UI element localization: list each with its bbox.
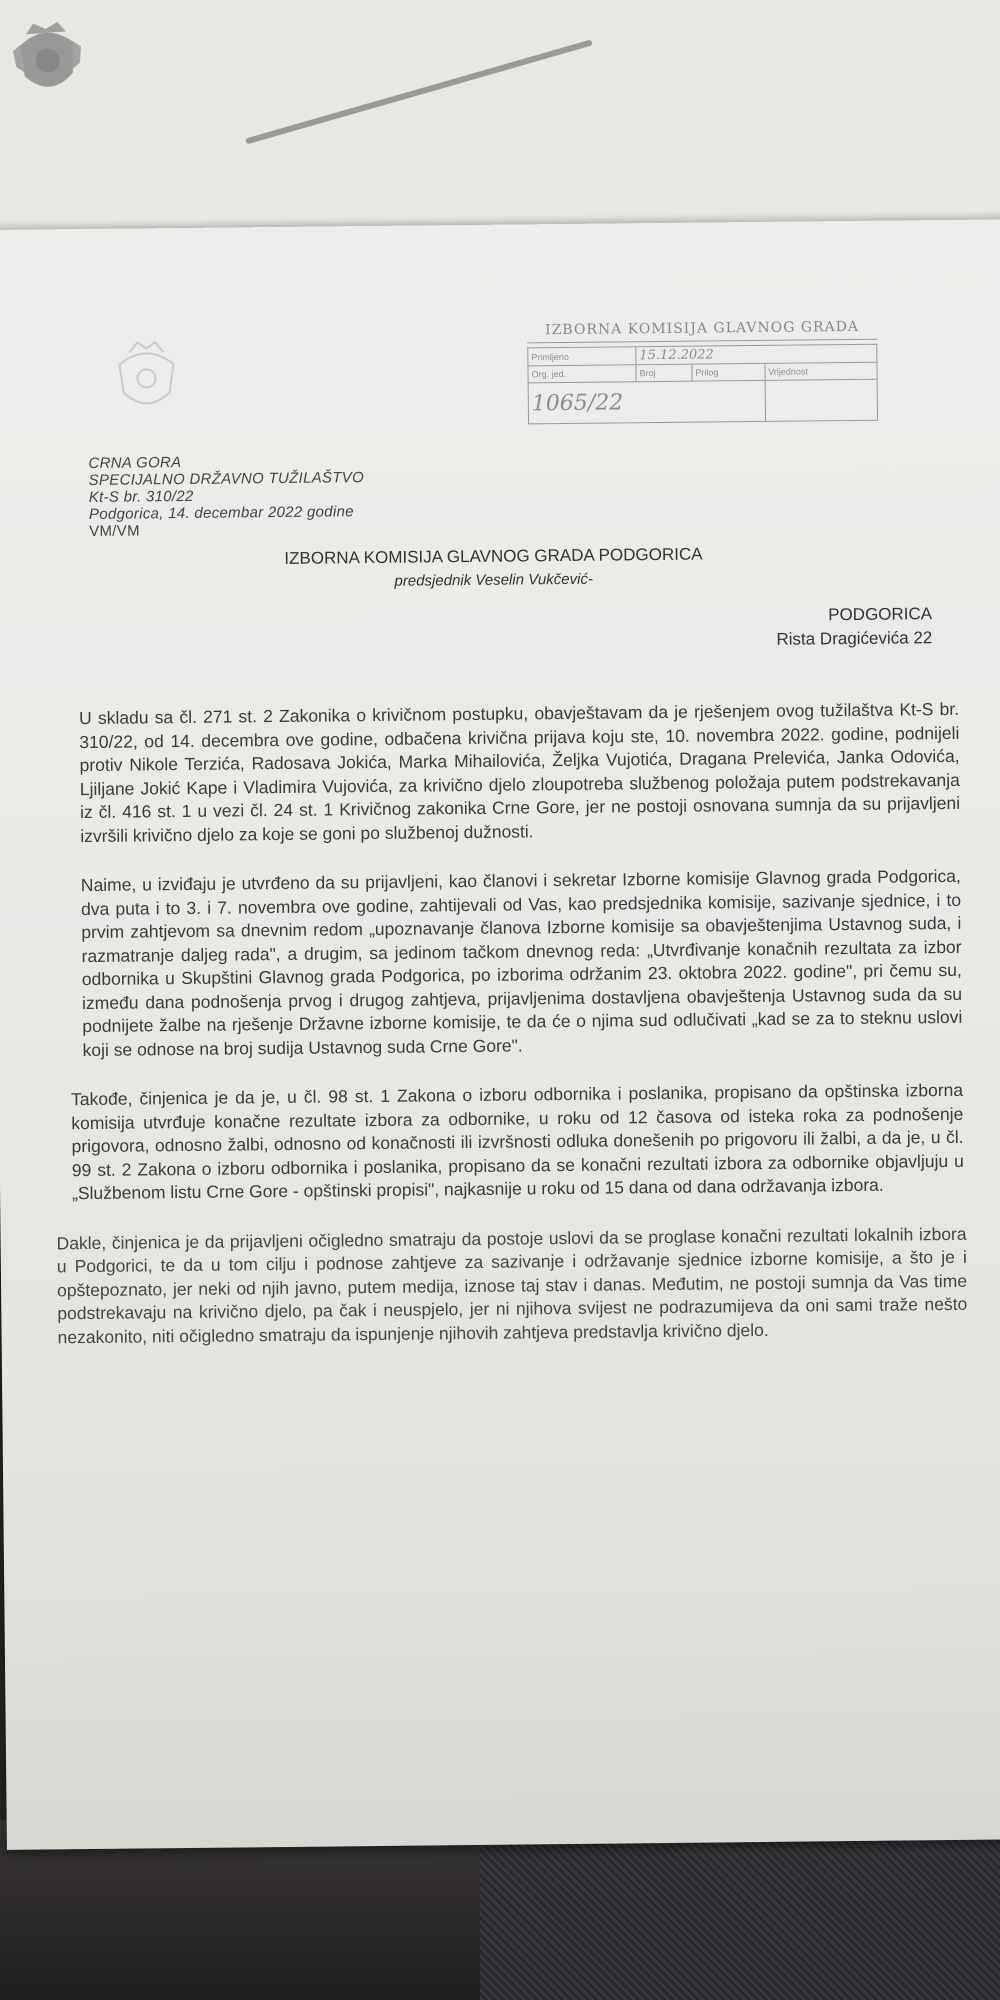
stamp-cell: Org. jed. xyxy=(528,365,636,383)
registry-stamp xyxy=(527,319,878,438)
stamp-table xyxy=(527,344,878,425)
background-fabric xyxy=(480,1830,1000,2000)
paragraph-3: Takođe, činjenica je da je, u čl. 98 st. 1 Zakona o izboru odbornika i poslanika, propisano da opštinska izborna komisija utvrđuje konačne rezultate izbora za odbornike, u roku od 12 časova od isteka roka za podnošenje prigovora, odnosno žalbi, odnosno od konačnosti ili izvršnosti odluka donešenih po prigovoru ili žalbi, a da je, u čl. 99 st. 2 Zakona o izboru odbornika i poslanika, propisano da se konačni rezultati izbora za odbornike objavljuju u „Službenom listu Crne Gore - opštinski propisi", najkasnije u roku od 15 dana od dana održavanja izbora. xyxy=(71,1079,964,1204)
address-street: Rista Dragićevića 22 xyxy=(776,628,933,649)
stamp-cell: Vrijednost xyxy=(765,362,878,380)
stamp-cell: Broj xyxy=(636,364,692,382)
address-city: PODGORICA xyxy=(828,604,933,625)
place-date: Podgorica, 14. decembar 2022 godine xyxy=(88,503,354,523)
case-number: Kt-S br. 310/22 xyxy=(88,487,194,506)
office: SPECIJALNO DRŽAVNO TUŽILAŠTVO xyxy=(88,469,365,489)
paragraph-1: U skladu sa čl. 271 st. 2 Zakonika o krivičnom postupku, obavještavam da je rješenjem ovog tužilaštva Kt-S br. 310/22, od 14. decembra ove godine, odbačena krivična prijava koju ste, 10. novembra 2022. godine, podnijeli protiv Nikole Terzića, Radosava Jokića, Marka Mihailovića, Željka Vujotića, Dragana Prelevića, Janka Odovića, Ljiljane Jokić Kape i Vladimira Vujovića, za krivično djelo zloupotreba službenog položaja putem podstrekavanja iz čl. 416 st. 1 u vezi čl. 24 st. 1 Krivičnog zakonika Crne Gore, jer ne postoji osnovana sumnja da su prijavljeni izvršili krivično djelo za koje se goni po službenoj dužnosti. xyxy=(79,698,961,846)
coat-of-arms-icon xyxy=(7,12,89,105)
letter-page xyxy=(0,219,1000,1850)
stamp-cell: Prilog xyxy=(692,363,765,381)
stamp-title: IZBORNA KOMISIJA GLAVNOG GRADA xyxy=(527,319,877,344)
pen-shadow xyxy=(245,39,593,144)
recipient-person: predsjednik Veselin Vukčević- xyxy=(394,570,593,590)
initials: VM/VM xyxy=(89,522,140,540)
stamp-handwritten-date: 15.12.2022 xyxy=(636,344,877,365)
stamp-cell: Primljeno xyxy=(528,347,636,366)
recipient-address xyxy=(776,602,932,652)
paragraph-4: Dakle, činjenica je da prijavljeni očigledno smatraju da postoje uslovi da se proglase konačni rezultati lokalnih izbora u Podgorici, te da u tom cilju i podnose zahtjeve za sazivanje i održavanje sjednice izborne komisije, a što je i opštepoznato, jer neki od njih javno, putem medija, iznose taj stav i danas. Međutim, ne postoji sumnja da Vas time podstrekavaju na krivično djelo, pa čak i neuspjelo, jer ni njihova svijest ne podrazumijeva da oni sami traže nešto nezakonito, niti očigledno smatraju da ispunjenje njihovih zahtjeva predstavlja krivično djelo. xyxy=(56,1223,968,1347)
recipient-name: IZBORNA KOMISIJA GLAVNOG GRADA PODGORICA xyxy=(284,544,703,568)
letter-header xyxy=(88,452,364,540)
paragraph-2: Naime, u izviđaju je utvrđeno da su prijavljeni, kao članovi i sekretar Izborne komisije Glavnog grada Podgorica, dva puta i to 3. i 7. novembra ove godine, zahtijevali od Vas, kao predsjednika komisije, sazivanje sjednice, i to prvim zahtjevom sa dnevnim redom „upoznavanje članova Izborne komisije sa obavještenjima Ustavnog suda, i razmatranje daljeg rada", a drugim, sa jedinom tačkom dnevnog reda: „Utvrđivanje konačnih rezultata za izbor odbornika u Skupštini Glavnog grada Podgorica, po izborima održanim 23. oktobra 2022. godine", pri čemu su, između dana podnošenja prvog i drugog zahtjeva, prijavljenima dostavljena obavještenja Ustavnog suda da su podnijete žalbe na rješenje Državne izborne komisije, te da će o njima sud odlučivati „kad se za to steknu uslovi koji se odnose na broj sudija Ustavnog suda Crne Gore". xyxy=(80,865,963,1060)
country: CRNA GORA xyxy=(88,454,182,472)
stamp-handwritten-number: 1065/22 xyxy=(528,380,765,423)
recipient xyxy=(243,542,743,595)
stamp-cell xyxy=(765,379,878,421)
faint-coat-of-arms-icon xyxy=(111,338,182,419)
letter-body xyxy=(56,698,968,1375)
